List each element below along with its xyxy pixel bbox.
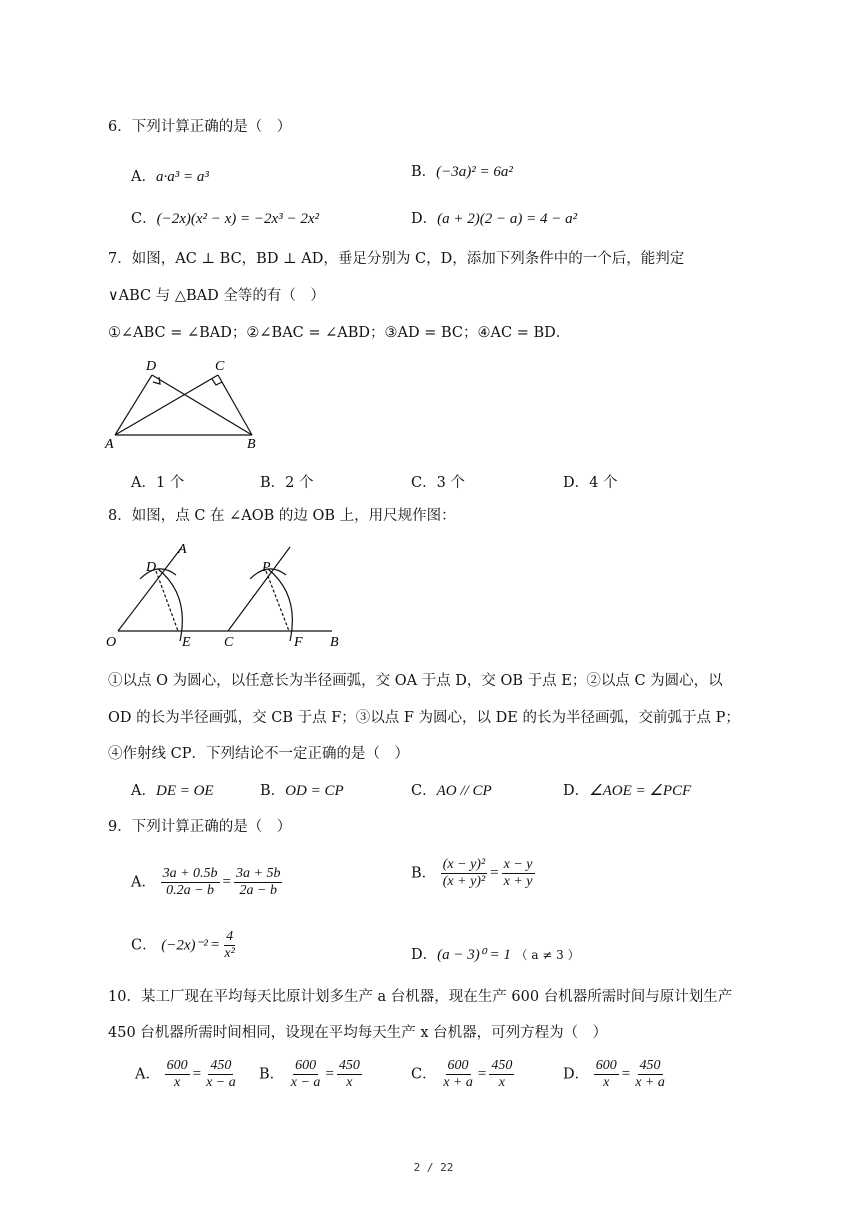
q7-stem-line1: 7．如图，AC ⊥ BC，BD ⊥ AD，垂足分别为 C，D，添加下列条件中的一个后，能判定 <box>108 251 685 267</box>
q7-conditions: ①∠ABC = ∠BAD；②∠BAC = ∠ABD；③AD = BC；④AC = BD． <box>108 325 571 341</box>
q10-b-right-fraction: $\frac{450}{x}$ <box>338 1058 360 1090</box>
q9-option-c[interactable]: C． (−2x)⁻² = $\frac{4}{\text{x²}}$ <box>131 929 235 961</box>
q8-option-b-label: B． <box>260 783 286 799</box>
q8-option-c-label: C． <box>411 783 437 799</box>
q7-label-c: C <box>215 359 225 374</box>
q10-c-left-fraction: $\frac{600}{x + a}$ <box>443 1058 473 1090</box>
q6-option-c[interactable] <box>131 207 319 228</box>
q8-arc-pf <box>268 569 292 641</box>
q8-stem: 8．如图，点 C 在 ∠AOB 的边 OB 上，用尺规作图： <box>108 508 456 524</box>
q7-option-d[interactable]: D．4 个 <box>563 475 618 491</box>
q8-figure <box>100 535 360 655</box>
q8-segment-pf <box>266 571 289 631</box>
q8-option-b[interactable] <box>260 779 344 800</box>
q9-option-c-label: C． <box>131 937 157 954</box>
q9-c-right-fraction: $\frac{4}{\text{x²}}$ <box>224 929 235 961</box>
q8-option-a-expr: DE = OE <box>155 783 214 799</box>
q6-option-c-expr: (−2x)(x² − x) = −2x³ − 2x² <box>156 211 319 227</box>
q7-label-a: A <box>105 437 114 452</box>
q6-option-d-expr: (a + 2)(2 − a) = 4 − a² <box>437 211 578 227</box>
q10-option-d[interactable]: D． $\frac{600}{x}$ = $\frac{450}{x + a}$ <box>563 1058 665 1090</box>
q9-option-b[interactable]: B． $\frac{\text{(x − y)²}}{\text{(x + y)²}}$ = $\frac{x - y}{x + y}$ <box>411 857 533 889</box>
q9-c-lhs: (−2x)⁻² <box>161 937 208 954</box>
q9-option-d-expr: (a − 3)⁰ = 1 <box>437 947 511 963</box>
q8-option-a-label: A． <box>131 783 156 799</box>
q6-option-c-label: C． <box>131 211 157 227</box>
q9-option-a-label: A． <box>131 874 156 891</box>
q10-option-b-label: B． <box>259 1066 285 1083</box>
q6-option-d[interactable] <box>411 207 577 228</box>
q10-option-a[interactable]: A． $\frac{600}{x}$ = $\frac{450}{x - a}$ <box>135 1058 236 1090</box>
q7-label-b: B <box>247 437 256 452</box>
q6-stem: 6．下列计算正确的是（ ） <box>108 119 292 135</box>
q7-option-b[interactable]: B．2 个 <box>260 475 314 491</box>
q6-option-b-label: B． <box>411 164 437 180</box>
q10-d-left-fraction: $\frac{600}{x}$ <box>595 1058 617 1090</box>
q6-option-d-label: D． <box>411 211 438 227</box>
q9-b-right-fraction: $\frac{x - y}{x + y}$ <box>503 857 533 889</box>
q7-option-c[interactable]: C．3 个 <box>411 475 465 491</box>
q8-label-e: E <box>182 635 191 650</box>
q8-label-p: P <box>262 560 271 575</box>
q8-option-b-expr: OD = CP <box>285 783 344 799</box>
q8-option-d-expr: ∠AOE = ∠PCF <box>589 783 692 799</box>
q10-option-b[interactable]: B． $\frac{600}{x - a}$ = $\frac{450}{x}$ <box>259 1058 360 1090</box>
q9-option-d-label: D． <box>411 947 438 963</box>
q10-option-c[interactable]: C． $\frac{600}{x + a}$ = $\frac{450}{x}$ <box>411 1058 513 1090</box>
q8-label-c: C <box>224 635 234 650</box>
q7-stem-line2: ∨ABC 与 △BAD 全等的有（ ） <box>108 288 325 304</box>
q6-option-b-expr: (−3a)² = 6a² <box>436 164 513 180</box>
q9-a-right-fraction: $\frac{3a + 5b}{2a - b}$ <box>236 866 281 898</box>
q7-segment-ad <box>115 375 152 435</box>
q7-option-a[interactable]: A．1 个 <box>131 475 185 491</box>
q10-stem-line1: 10．某工厂现在平均每天比原计划多生产 a 台机器，现在生产 600 台机器所需时间与原计划生产 <box>108 989 733 1005</box>
q7-label-d: D <box>146 359 157 374</box>
q8-label-b: B <box>330 635 339 650</box>
q9-a-left-fraction: $\frac{3a + 0.5b}{0.2a - b}$ <box>162 866 218 898</box>
q9-option-d[interactable] <box>411 943 580 964</box>
q8-label-a: A <box>178 542 187 557</box>
q8-step-line1: ①以点 O 为圆心，以任意长为半径画弧，交 OA 于点 D，交 OB 于点 E；②以点 C 为圆心，以 <box>108 673 723 689</box>
q9-b-left-fraction: $\frac{\text{(x − y)²}}{\text{(x + y)²}}$ <box>442 857 486 889</box>
q8-arc-de <box>158 569 182 641</box>
q8-option-a[interactable] <box>131 779 214 800</box>
q8-ray-cp <box>228 547 290 631</box>
q9-stem: 9．下列计算正确的是（ ） <box>108 819 292 835</box>
q8-option-d[interactable] <box>563 779 691 800</box>
q8-label-o: O <box>106 635 117 650</box>
q9-option-d-condition: （ a ≠ 3 ） <box>515 948 580 962</box>
q10-option-d-label: D． <box>563 1066 590 1083</box>
q8-label-f: F <box>294 635 303 650</box>
q7-segment-cb <box>218 375 252 435</box>
q10-d-right-fraction: $\frac{450}{x + a}$ <box>635 1058 665 1090</box>
q10-c-right-fraction: $\frac{450}{x}$ <box>491 1058 513 1090</box>
q6-option-a-label: A． <box>131 169 156 185</box>
q10-a-right-fraction: $\frac{450}{x - a}$ <box>206 1058 236 1090</box>
q10-stem-line2: 450 台机器所需时间相同，设现在平均每天生产 x 台机器，可列方程为（ ） <box>108 1025 608 1041</box>
q6-option-a[interactable] <box>131 165 209 186</box>
q10-option-c-label: C． <box>411 1066 437 1083</box>
q8-option-d-label: D． <box>563 783 590 799</box>
q8-step-line3: ④作射线 CP．下列结论不一定正确的是（ ） <box>108 746 409 762</box>
q9-option-a[interactable]: A． $\frac{3a + 0.5b}{0.2a - b}$ = $\frac{3a + 5b}{2a - b}$ <box>131 866 281 898</box>
q8-option-c[interactable] <box>411 779 492 800</box>
q8-label-d: D <box>146 560 157 575</box>
q10-option-a-label: A． <box>135 1066 160 1083</box>
q7-figure <box>100 355 280 455</box>
page-number: 2 / 22 <box>413 1161 454 1174</box>
q9-option-b-label: B． <box>411 865 437 882</box>
q10-a-left-fraction: $\frac{600}{x}$ <box>166 1058 188 1090</box>
q10-b-left-fraction: $\frac{600}{x - a}$ <box>290 1058 321 1090</box>
q8-step-line2: OD 的长为半径画弧，交 CB 于点 F；③以点 F 为圆心，以 DE 的长为半径画弧，交前弧于点 P； <box>108 710 740 726</box>
q6-option-a-expr: a·a³ = a³ <box>155 169 209 185</box>
q6-option-b[interactable] <box>411 160 513 181</box>
q8-segment-de <box>156 571 178 631</box>
q8-option-c-expr: AO // CP <box>436 783 492 799</box>
